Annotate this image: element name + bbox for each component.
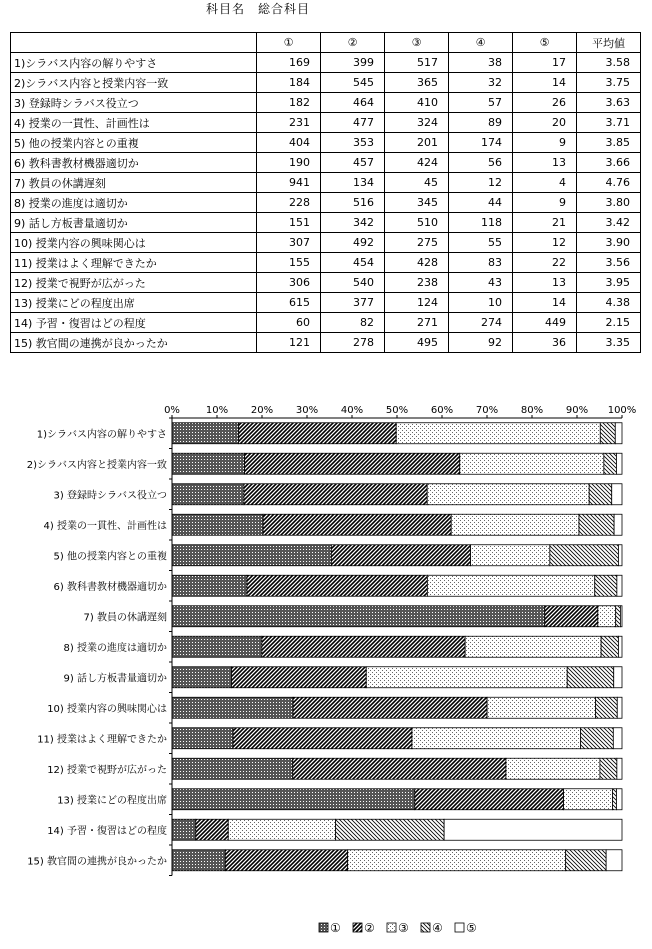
count-cell-1: 182	[257, 93, 321, 113]
category-label: 13) 授業にどの程度出席	[57, 795, 167, 807]
count-cell-1: 941	[257, 173, 321, 193]
count-cell-2: 477	[321, 113, 385, 133]
count-cell-5: 9	[513, 193, 577, 213]
row-label: 10) 授業内容の興味関心は	[11, 233, 257, 253]
category-label: 4) 授業の一貫性、計画性は	[43, 520, 167, 532]
x-tick-label: 20%	[250, 405, 274, 416]
average-cell: 3.90	[577, 233, 641, 253]
table-row	[11, 73, 641, 93]
count-cell-3: 517	[385, 53, 449, 73]
bar-segment-series-4	[589, 484, 612, 505]
table-row	[11, 293, 641, 313]
bar-segment-series-4	[579, 514, 614, 535]
header-col-1: ①	[257, 33, 321, 53]
bar-segment-series-1	[172, 545, 331, 566]
stacked-bar-chart	[0, 396, 652, 949]
count-cell-2: 82	[321, 313, 385, 333]
category-label: 6) 教科書教材機器適切か	[53, 581, 167, 593]
count-cell-5: 22	[513, 253, 577, 273]
legend-swatch-series-3	[387, 923, 396, 932]
table-row	[11, 233, 641, 253]
table-row	[11, 273, 641, 293]
count-cell-1: 121	[257, 333, 321, 353]
bar-segment-series-4	[600, 423, 615, 444]
count-cell-4: 44	[449, 193, 513, 213]
legend-swatch-series-4	[421, 923, 430, 932]
category-label: 14) 予習・復習はどの程度	[47, 825, 167, 837]
count-cell-3: 124	[385, 293, 449, 313]
count-cell-4: 10	[449, 293, 513, 313]
bar-segment-series-5	[617, 758, 622, 779]
row-label: 6) 教科書教材機器適切か	[11, 153, 257, 173]
row-label: 9) 話し方板書量適切か	[11, 213, 257, 233]
count-cell-4: 92	[449, 333, 513, 353]
count-cell-5: 4	[513, 173, 577, 193]
bar-segment-series-3	[427, 575, 594, 596]
count-cell-1: 169	[257, 53, 321, 73]
bar-segment-series-2	[247, 575, 427, 596]
table-row	[11, 53, 641, 73]
row-label: 13) 授業にどの程度出席	[11, 293, 257, 313]
x-tick-label: 10%	[205, 405, 229, 416]
count-cell-3: 428	[385, 253, 449, 273]
category-label: 3) 登録時シラバス役立つ	[53, 490, 167, 502]
x-tick-label: 60%	[430, 405, 454, 416]
bar-segment-series-3	[427, 484, 589, 505]
bar-segment-series-5	[444, 819, 622, 840]
score-table	[10, 32, 641, 353]
bar-segment-series-1	[172, 850, 225, 871]
count-cell-3: 365	[385, 73, 449, 93]
bar-segment-series-2	[225, 850, 347, 871]
bar-segment-series-2	[245, 453, 460, 474]
row-label: 8) 授業の進度は適切か	[11, 193, 257, 213]
bar-segment-series-3	[598, 606, 616, 627]
bar-segment-series-4	[550, 545, 619, 566]
bar-segment-series-4	[566, 850, 607, 871]
bar-segment-series-2	[196, 819, 228, 840]
table-row	[11, 113, 641, 133]
category-label: 15) 教官間の連携が良かったか	[27, 856, 167, 868]
bar-segment-series-1	[172, 453, 245, 474]
count-cell-4: 32	[449, 73, 513, 93]
average-cell: 3.66	[577, 153, 641, 173]
bar-segment-series-2	[415, 789, 564, 810]
count-cell-5: 14	[513, 73, 577, 93]
bar-segment-series-3	[348, 850, 566, 871]
count-cell-2: 134	[321, 173, 385, 193]
count-cell-2: 353	[321, 133, 385, 153]
row-label: 5) 他の授業内容との重複	[11, 133, 257, 153]
average-cell: 4.76	[577, 173, 641, 193]
table-row	[11, 253, 641, 273]
average-cell: 3.63	[577, 93, 641, 113]
average-cell: 3.56	[577, 253, 641, 273]
row-label: 2)シラバス内容と授業内容一致	[11, 73, 257, 93]
bar-segment-series-1	[172, 758, 293, 779]
x-tick-label: 70%	[475, 405, 499, 416]
count-cell-1: 190	[257, 153, 321, 173]
bar-segment-series-5	[616, 453, 622, 474]
bar-segment-series-1	[172, 575, 247, 596]
header-blank	[11, 33, 257, 53]
bar-segment-series-2	[545, 606, 598, 627]
header-col-5: ⑤	[513, 33, 577, 53]
count-cell-5: 449	[513, 313, 577, 333]
count-cell-1: 306	[257, 273, 321, 293]
legend-label-series-2: ②	[364, 921, 375, 935]
count-cell-3: 495	[385, 333, 449, 353]
count-cell-3: 45	[385, 173, 449, 193]
average-cell: 3.95	[577, 273, 641, 293]
count-cell-4: 57	[449, 93, 513, 113]
average-cell: 3.42	[577, 213, 641, 233]
table-header-row	[11, 33, 641, 53]
count-cell-5: 12	[513, 233, 577, 253]
row-label: 12) 授業で視野が広がった	[11, 273, 257, 293]
row-label: 1)シラバス内容の解りやすさ	[11, 53, 257, 73]
count-cell-1: 228	[257, 193, 321, 213]
count-cell-3: 510	[385, 213, 449, 233]
count-cell-3: 410	[385, 93, 449, 113]
x-tick-label: 30%	[295, 405, 319, 416]
x-tick-label: 40%	[340, 405, 364, 416]
bar-segment-series-2	[293, 697, 487, 718]
row-label: 4) 授業の一貫性、計画性は	[11, 113, 257, 133]
row-label: 7) 教員の休講遅刻	[11, 173, 257, 193]
category-label: 10) 授業内容の興味関心は	[47, 703, 167, 715]
count-cell-5: 21	[513, 213, 577, 233]
row-label: 15) 教官間の連携が良かったか	[11, 333, 257, 353]
average-cell: 2.15	[577, 313, 641, 333]
bar-segment-series-5	[618, 545, 622, 566]
bar-segment-series-5	[614, 514, 622, 535]
count-cell-2: 278	[321, 333, 385, 353]
bar-segment-series-4	[600, 758, 617, 779]
bar-segment-series-2	[233, 728, 412, 749]
bar-segment-series-2	[262, 636, 465, 657]
row-label: 3) 登録時シラバス役立つ	[11, 93, 257, 113]
bar-segment-series-3	[460, 453, 604, 474]
count-cell-2: 540	[321, 273, 385, 293]
average-cell: 3.35	[577, 333, 641, 353]
category-label: 9) 話し方板書量適切か	[63, 673, 167, 685]
count-cell-1: 404	[257, 133, 321, 153]
bar-segment-series-2	[244, 484, 427, 505]
bar-segment-series-4	[616, 606, 621, 627]
legend-label-series-5: ⑤	[466, 921, 477, 935]
count-cell-5: 17	[513, 53, 577, 73]
category-label: 2)シラバス内容と授業内容一致	[26, 459, 167, 471]
table-row	[11, 313, 641, 333]
x-tick-label: 80%	[520, 405, 544, 416]
count-cell-5: 36	[513, 333, 577, 353]
count-cell-4: 38	[449, 53, 513, 73]
subject-label: 科目名 総合科目	[206, 2, 311, 16]
bar-segment-series-4	[567, 667, 614, 688]
count-cell-3: 345	[385, 193, 449, 213]
bar-segment-series-3	[564, 789, 613, 810]
average-cell: 4.38	[577, 293, 641, 313]
bar-segment-series-3	[506, 758, 600, 779]
count-cell-2: 464	[321, 93, 385, 113]
count-cell-2: 454	[321, 253, 385, 273]
bar-segment-series-5	[613, 728, 622, 749]
count-cell-5: 13	[513, 273, 577, 293]
legend-label-series-1: ①	[330, 921, 341, 935]
category-label: 5) 他の授業内容との重複	[53, 551, 167, 563]
average-cell: 3.71	[577, 113, 641, 133]
count-cell-5: 20	[513, 113, 577, 133]
count-cell-1: 307	[257, 233, 321, 253]
bar-segment-series-2	[239, 423, 397, 444]
count-cell-3: 324	[385, 113, 449, 133]
bar-segment-series-4	[336, 819, 445, 840]
bar-segment-series-4	[613, 789, 617, 810]
count-cell-4: 89	[449, 113, 513, 133]
count-cell-5: 26	[513, 93, 577, 113]
count-cell-4: 43	[449, 273, 513, 293]
legend-label-series-4: ④	[432, 921, 443, 935]
category-label: 8) 授業の進度は適切か	[63, 642, 167, 654]
count-cell-3: 424	[385, 153, 449, 173]
count-cell-2: 545	[321, 73, 385, 93]
count-cell-2: 457	[321, 153, 385, 173]
bar-segment-series-4	[604, 453, 617, 474]
row-label: 11) 授業はよく理解できたか	[11, 253, 257, 273]
average-cell: 3.58	[577, 53, 641, 73]
bar-segment-series-5	[616, 789, 622, 810]
bar-segment-series-5	[620, 606, 622, 627]
category-label: 11) 授業はよく理解できたか	[37, 734, 167, 746]
bar-segment-series-5	[612, 484, 622, 505]
bar-segment-series-2	[331, 545, 470, 566]
average-cell: 3.75	[577, 73, 641, 93]
count-cell-1: 184	[257, 73, 321, 93]
count-cell-2: 399	[321, 53, 385, 73]
bar-segment-series-3	[451, 514, 579, 535]
average-cell: 3.80	[577, 193, 641, 213]
row-label: 14) 予習・復習はどの程度	[11, 313, 257, 333]
table-row	[11, 173, 641, 193]
header-col-3: ③	[385, 33, 449, 53]
count-cell-4: 56	[449, 153, 513, 173]
count-cell-2: 377	[321, 293, 385, 313]
bar-segment-series-1	[172, 697, 293, 718]
bar-segment-series-5	[617, 575, 622, 596]
bar-segment-series-1	[172, 819, 196, 840]
bar-segment-series-3	[465, 636, 601, 657]
count-cell-3: 238	[385, 273, 449, 293]
count-cell-2: 492	[321, 233, 385, 253]
count-cell-5: 9	[513, 133, 577, 153]
legend-swatch-series-2	[353, 923, 362, 932]
bar-segment-series-1	[172, 667, 232, 688]
count-cell-2: 516	[321, 193, 385, 213]
count-cell-1: 615	[257, 293, 321, 313]
header-average: 平均値	[577, 33, 641, 53]
category-label: 1)シラバス内容の解りやすさ	[36, 429, 167, 441]
bar-segment-series-2	[293, 758, 506, 779]
bar-segment-series-5	[618, 636, 622, 657]
bar-segment-series-1	[172, 636, 262, 657]
count-cell-4: 55	[449, 233, 513, 253]
bar-segment-series-3	[487, 697, 595, 718]
category-label: 7) 教員の休講遅刻	[83, 612, 167, 624]
count-cell-1: 60	[257, 313, 321, 333]
table-row	[11, 193, 641, 213]
bar-segment-series-1	[172, 514, 263, 535]
table-row	[11, 93, 641, 113]
header-col-2: ②	[321, 33, 385, 53]
category-label: 12) 授業で視野が広がった	[47, 764, 167, 776]
count-cell-4: 118	[449, 213, 513, 233]
count-cell-5: 13	[513, 153, 577, 173]
bar-segment-series-3	[366, 667, 567, 688]
bar-segment-series-1	[172, 423, 239, 444]
bar-segment-series-1	[172, 789, 415, 810]
bar-segment-series-1	[172, 606, 545, 627]
bar-segment-series-2	[232, 667, 367, 688]
bar-segment-series-4	[596, 697, 618, 718]
x-tick-label: 90%	[565, 405, 589, 416]
count-cell-4: 12	[449, 173, 513, 193]
bar-segment-series-2	[263, 514, 451, 535]
bar-segment-series-3	[228, 819, 335, 840]
bar-segment-series-3	[396, 423, 600, 444]
bar-segment-series-3	[412, 728, 581, 749]
table-row	[11, 153, 641, 173]
count-cell-1: 151	[257, 213, 321, 233]
count-cell-3: 271	[385, 313, 449, 333]
header-col-4: ④	[449, 33, 513, 53]
count-cell-4: 83	[449, 253, 513, 273]
average-cell: 3.85	[577, 133, 641, 153]
bar-segment-series-5	[615, 423, 622, 444]
bar-segment-series-1	[172, 728, 233, 749]
bar-segment-series-5	[614, 667, 622, 688]
bar-segment-series-4	[581, 728, 614, 749]
bar-segment-series-5	[606, 850, 622, 871]
bar-segment-series-1	[172, 484, 244, 505]
legend-label-series-3: ③	[398, 921, 409, 935]
x-tick-label: 100%	[607, 405, 637, 416]
count-cell-5: 14	[513, 293, 577, 313]
count-cell-3: 275	[385, 233, 449, 253]
bar-segment-series-4	[601, 636, 618, 657]
table-row	[11, 333, 641, 353]
count-cell-1: 155	[257, 253, 321, 273]
bar-segment-series-5	[617, 697, 622, 718]
table-row	[11, 213, 641, 233]
count-cell-1: 231	[257, 113, 321, 133]
count-cell-4: 174	[449, 133, 513, 153]
table-row	[11, 133, 641, 153]
bar-segment-series-4	[595, 575, 617, 596]
x-tick-label: 50%	[385, 405, 409, 416]
x-tick-label: 0%	[164, 405, 180, 416]
bar-segment-series-3	[471, 545, 550, 566]
legend-swatch-series-5	[455, 923, 464, 932]
legend-swatch-series-1	[319, 923, 328, 932]
count-cell-2: 342	[321, 213, 385, 233]
count-cell-4: 274	[449, 313, 513, 333]
count-cell-3: 201	[385, 133, 449, 153]
